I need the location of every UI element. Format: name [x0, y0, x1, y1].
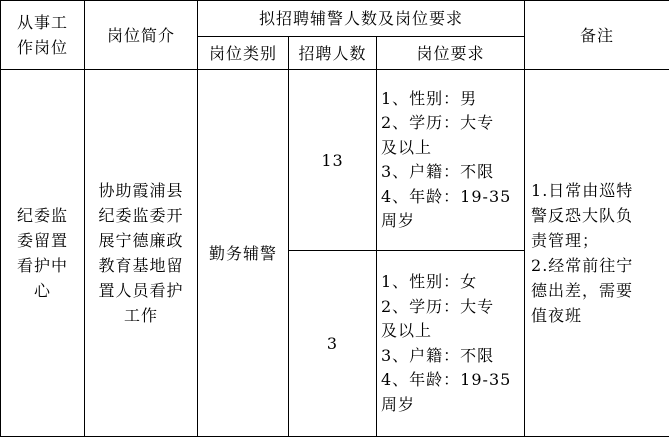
cell-requirements-female [377, 251, 525, 437]
requirement-education: 2、学历：大专 及以上 [381, 113, 495, 157]
remark-travel: 2.经常前往宁 德出差，需要 值夜班 [531, 256, 634, 325]
requirement-household: 3、户籍：不限 [381, 345, 495, 365]
requirement-age: 4、年龄：19-35 周岁 [381, 370, 512, 414]
cell-remarks [525, 70, 669, 437]
requirement-household: 3、户籍：不限 [381, 162, 495, 181]
cell-count-female: 3 [289, 251, 377, 437]
header-remarks: 备注 [525, 1, 669, 70]
header-count: 招聘人数 [289, 37, 377, 70]
header-group-title: 拟招聘辅警人数及岗位要求 [198, 1, 525, 37]
header-position: 从事工 作岗位 [1, 1, 85, 70]
header-requirements: 岗位要求 [377, 37, 525, 70]
requirement-education: 2、学历：大专 及以上 [381, 296, 495, 340]
cell-requirements-male [377, 70, 525, 251]
cell-position: 纪委监 委留置 看护中 心 [1, 70, 85, 437]
cell-count-male: 13 [289, 70, 377, 251]
requirement-age: 4、年龄：19-35 周岁 [381, 186, 512, 230]
header-category: 岗位类别 [198, 37, 289, 70]
requirement-gender: 1、性别：男 [381, 88, 478, 108]
cell-category: 勤务辅警 [198, 70, 289, 437]
cell-intro: 协助霞浦县 纪委监委开 展宁德廉政 教育基地留 置人员看护 工作 [85, 70, 198, 437]
header-intro: 岗位简介 [85, 1, 198, 70]
remark-management: 1.日常由巡特 警反恐大队负 责管理； [531, 181, 634, 250]
requirement-gender: 1、性别：女 [381, 272, 478, 291]
